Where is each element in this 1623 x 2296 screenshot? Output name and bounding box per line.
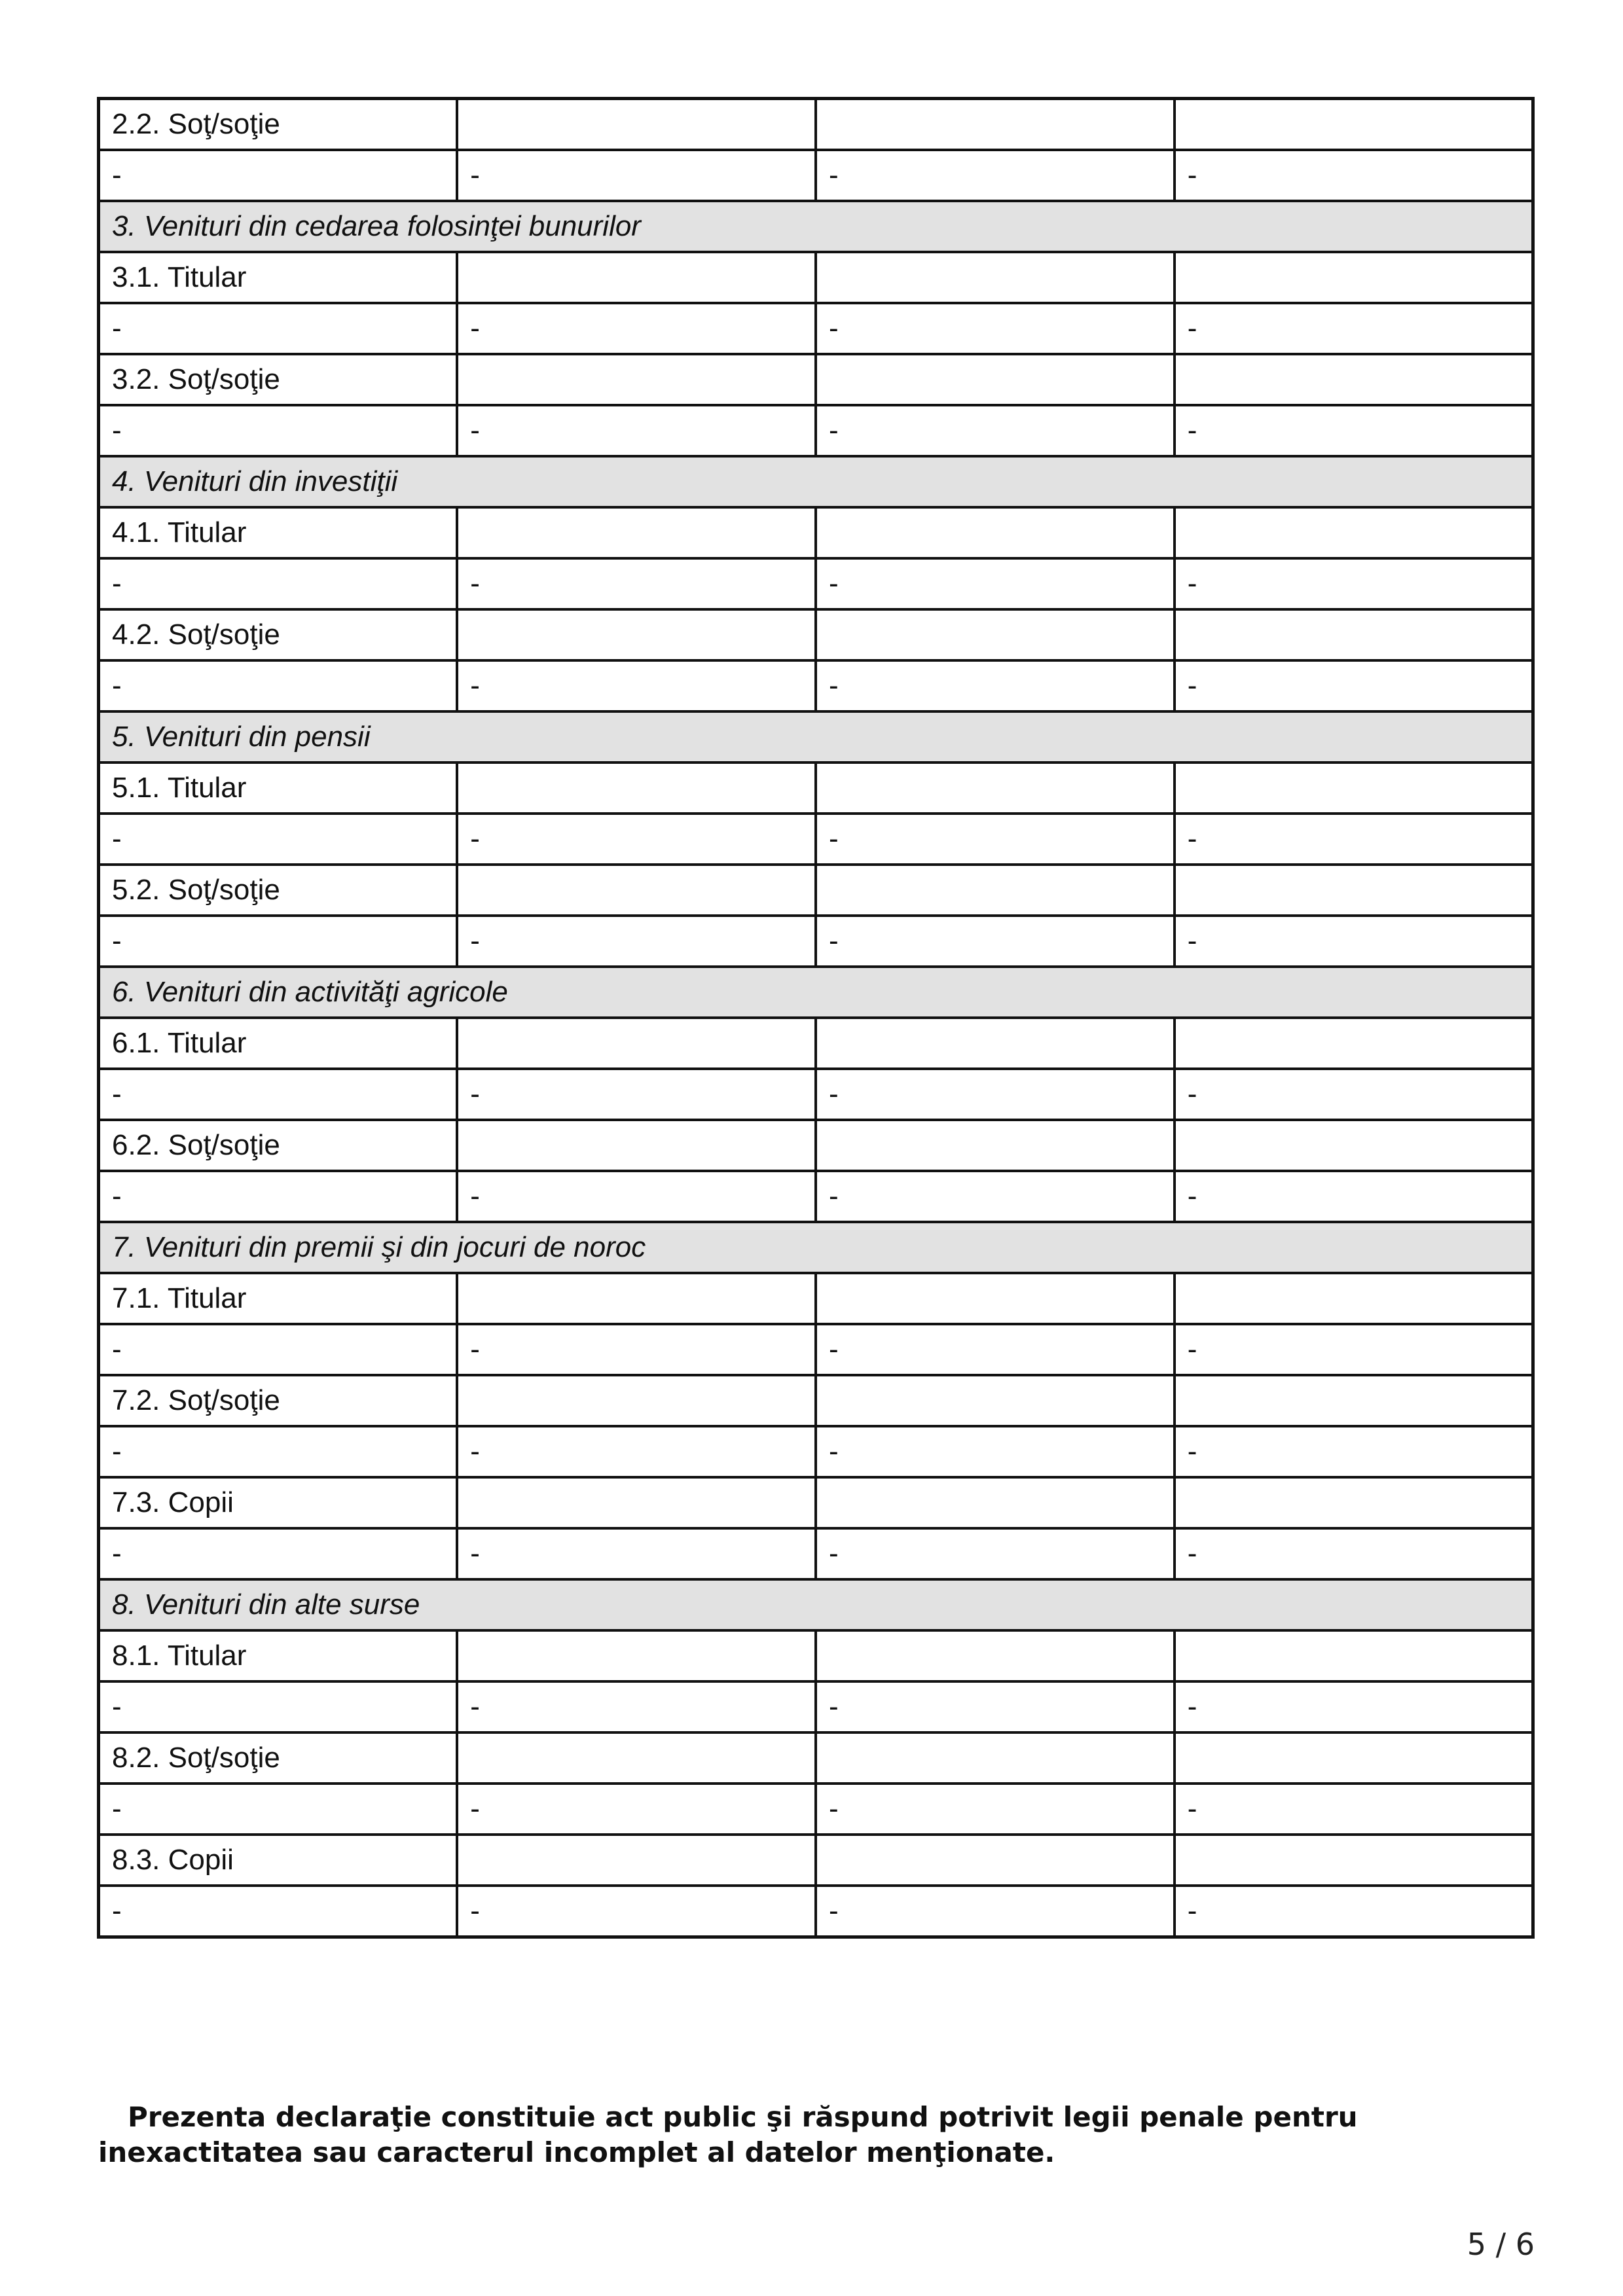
table-row: [99, 1528, 1533, 1579]
value-cell: -: [99, 405, 458, 456]
table-row: [99, 405, 1533, 456]
value-cell: -: [457, 150, 816, 201]
empty-cell: [1175, 609, 1533, 660]
empty-cell: [816, 609, 1175, 660]
row-label: 4.1. Titular: [99, 507, 458, 558]
value-cell: -: [816, 1681, 1175, 1732]
table-row: [99, 1886, 1533, 1937]
section-header-row: [99, 967, 1533, 1018]
value-cell: -: [99, 1426, 458, 1477]
value-cell: -: [457, 558, 816, 609]
value-cell: -: [1175, 558, 1533, 609]
section-header-row: [99, 711, 1533, 762]
value-cell: -: [1175, 1171, 1533, 1222]
empty-cell: [816, 1375, 1175, 1426]
row-label: 6.2. Soţ/soţie: [99, 1120, 458, 1171]
value-cell: -: [457, 660, 816, 711]
value-cell: -: [457, 1528, 816, 1579]
table-row: [99, 1324, 1533, 1375]
table-row: [99, 762, 1533, 814]
value-cell: -: [457, 1426, 816, 1477]
empty-cell: [816, 252, 1175, 303]
value-cell: -: [816, 814, 1175, 865]
table-row: [99, 865, 1533, 916]
empty-cell: [1175, 99, 1533, 151]
section-header-row: [99, 1222, 1533, 1273]
table-row: [99, 660, 1533, 711]
table-row: [99, 1375, 1533, 1426]
value-cell: -: [1175, 1069, 1533, 1120]
empty-cell: [816, 1732, 1175, 1784]
empty-cell: [1175, 865, 1533, 916]
section-header-row: [99, 456, 1533, 507]
value-cell: -: [99, 916, 458, 967]
table-row: [99, 1069, 1533, 1120]
table-row: [99, 303, 1533, 354]
empty-cell: [816, 1273, 1175, 1324]
value-cell: -: [457, 1324, 816, 1375]
empty-cell: [457, 762, 816, 814]
empty-cell: [816, 99, 1175, 151]
table-row: [99, 1732, 1533, 1784]
table-row: [99, 1171, 1533, 1222]
value-cell: -: [816, 1324, 1175, 1375]
empty-cell: [1175, 1273, 1533, 1324]
value-cell: -: [816, 150, 1175, 201]
value-cell: -: [99, 1528, 458, 1579]
value-cell: -: [457, 1171, 816, 1222]
value-cell: -: [457, 814, 816, 865]
value-cell: -: [816, 916, 1175, 967]
section-title: 6. Venituri din activităţi agricole: [99, 967, 1533, 1018]
value-cell: -: [816, 660, 1175, 711]
value-cell: -: [1175, 1681, 1533, 1732]
value-cell: -: [1175, 405, 1533, 456]
empty-cell: [457, 1120, 816, 1171]
value-cell: -: [1175, 1886, 1533, 1937]
empty-cell: [816, 1630, 1175, 1681]
value-cell: -: [99, 558, 458, 609]
value-cell: -: [99, 1886, 458, 1937]
value-cell: -: [99, 1681, 458, 1732]
empty-cell: [457, 354, 816, 405]
row-label: 5.2. Soţ/soţie: [99, 865, 458, 916]
section-title: 3. Venituri din cedarea folosinţei bunurilor: [99, 201, 1533, 252]
empty-cell: [457, 252, 816, 303]
value-cell: -: [99, 1069, 458, 1120]
value-cell: -: [1175, 303, 1533, 354]
row-label: 8.2. Soţ/soţie: [99, 1732, 458, 1784]
value-cell: -: [816, 1784, 1175, 1835]
value-cell: -: [1175, 814, 1533, 865]
empty-cell: [816, 354, 1175, 405]
value-cell: -: [457, 916, 816, 967]
empty-cell: [816, 865, 1175, 916]
value-cell: -: [816, 405, 1175, 456]
value-cell: -: [816, 1171, 1175, 1222]
row-label: 8.1. Titular: [99, 1630, 458, 1681]
section-title: 5. Venituri din pensii: [99, 711, 1533, 762]
table-row: [99, 609, 1533, 660]
value-cell: -: [1175, 916, 1533, 967]
empty-cell: [1175, 507, 1533, 558]
empty-cell: [1175, 1835, 1533, 1886]
empty-cell: [1175, 1630, 1533, 1681]
table-row: [99, 1630, 1533, 1681]
row-label: 3.1. Titular: [99, 252, 458, 303]
table-row: [99, 558, 1533, 609]
page-number: 5 / 6: [1467, 2227, 1535, 2262]
value-cell: -: [816, 303, 1175, 354]
value-cell: -: [1175, 1784, 1533, 1835]
income-table: [97, 97, 1535, 1939]
empty-cell: [1175, 1477, 1533, 1528]
table-row: [99, 1426, 1533, 1477]
value-cell: -: [457, 1886, 816, 1937]
value-cell: -: [1175, 1528, 1533, 1579]
empty-cell: [1175, 1018, 1533, 1069]
table-row: [99, 1273, 1533, 1324]
table-row: [99, 814, 1533, 865]
empty-cell: [816, 762, 1175, 814]
empty-cell: [816, 1018, 1175, 1069]
section-header-row: [99, 201, 1533, 252]
value-cell: -: [816, 1886, 1175, 1937]
row-label: 8.3. Copii: [99, 1835, 458, 1886]
value-cell: -: [816, 1528, 1175, 1579]
row-label: 3.2. Soţ/soţie: [99, 354, 458, 405]
section-title: 7. Venituri din premii şi din jocuri de noroc: [99, 1222, 1533, 1273]
table-row: [99, 507, 1533, 558]
value-cell: -: [99, 150, 458, 201]
empty-cell: [457, 1732, 816, 1784]
row-label: 6.1. Titular: [99, 1018, 458, 1069]
value-cell: -: [1175, 150, 1533, 201]
empty-cell: [457, 1273, 816, 1324]
section-title: 4. Venituri din investiţii: [99, 456, 1533, 507]
table-row: [99, 99, 1533, 151]
income-table-body: [99, 99, 1533, 1937]
table-row: [99, 150, 1533, 201]
value-cell: -: [457, 303, 816, 354]
table-row: [99, 916, 1533, 967]
empty-cell: [457, 609, 816, 660]
empty-cell: [1175, 762, 1533, 814]
empty-cell: [816, 1835, 1175, 1886]
value-cell: -: [457, 1681, 816, 1732]
row-label: 7.1. Titular: [99, 1273, 458, 1324]
table-row: [99, 252, 1533, 303]
row-label: 5.1. Titular: [99, 762, 458, 814]
value-cell: -: [457, 405, 816, 456]
value-cell: -: [99, 660, 458, 711]
row-label: 7.2. Soţ/soţie: [99, 1375, 458, 1426]
empty-cell: [457, 507, 816, 558]
table-row: [99, 1835, 1533, 1886]
empty-cell: [816, 1477, 1175, 1528]
value-cell: -: [457, 1069, 816, 1120]
value-cell: -: [99, 303, 458, 354]
row-label: 4.2. Soţ/soţie: [99, 609, 458, 660]
empty-cell: [457, 865, 816, 916]
value-cell: -: [816, 558, 1175, 609]
empty-cell: [457, 1630, 816, 1681]
value-cell: -: [99, 814, 458, 865]
declaration-statement: Prezenta declaraţie constituie act public şi răspund potrivit legii penale pentru inexactitatea sau caracterul incomplet al datelor menţionate.: [98, 2101, 1358, 2168]
empty-cell: [457, 1835, 816, 1886]
table-row: [99, 1018, 1533, 1069]
table-row: [99, 1120, 1533, 1171]
table-row: [99, 1784, 1533, 1835]
value-cell: -: [99, 1784, 458, 1835]
value-cell: -: [1175, 1426, 1533, 1477]
value-cell: -: [816, 1069, 1175, 1120]
empty-cell: [1175, 1732, 1533, 1784]
value-cell: -: [1175, 1324, 1533, 1375]
empty-cell: [457, 1018, 816, 1069]
value-cell: -: [99, 1324, 458, 1375]
empty-cell: [1175, 1120, 1533, 1171]
income-table-container: [97, 97, 1535, 1939]
section-header-row: [99, 1579, 1533, 1630]
empty-cell: [816, 1120, 1175, 1171]
row-label: 7.3. Copii: [99, 1477, 458, 1528]
empty-cell: [457, 1375, 816, 1426]
table-row: [99, 354, 1533, 405]
value-cell: -: [1175, 660, 1533, 711]
row-label: 2.2. Soţ/soţie: [99, 99, 458, 151]
table-row: [99, 1681, 1533, 1732]
empty-cell: [457, 99, 816, 151]
value-cell: -: [816, 1426, 1175, 1477]
value-cell: -: [457, 1784, 816, 1835]
section-title: 8. Venituri din alte surse: [99, 1579, 1533, 1630]
empty-cell: [457, 1477, 816, 1528]
empty-cell: [816, 507, 1175, 558]
table-row: [99, 1477, 1533, 1528]
empty-cell: [1175, 252, 1533, 303]
empty-cell: [1175, 1375, 1533, 1426]
empty-cell: [1175, 354, 1533, 405]
value-cell: -: [99, 1171, 458, 1222]
